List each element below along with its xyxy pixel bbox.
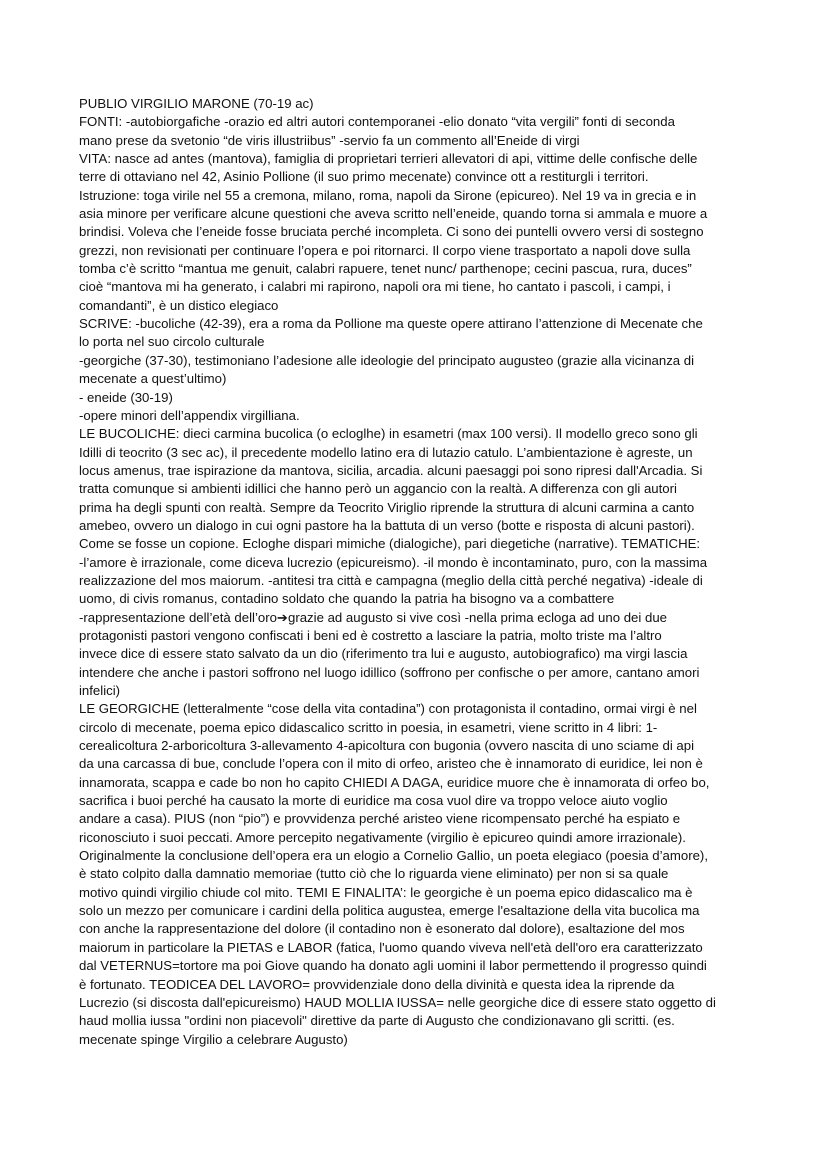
- text-line: intendere che anche i pastori soffrono nel luogo idillico (soffrono per confische o per amore, cantano amori: [79, 664, 700, 680]
- text-line: -georgiche (37-30), testimoniano l’adesione alle ideologie del principato augusteo (grazie alla vicinanza di: [79, 352, 695, 368]
- text-line: tratta comunque si ambienti idillici che hanno però un aggancio con la realtà. A differenza con gli autori: [79, 481, 677, 497]
- text-line: Istruzione: toga virile nel 55 a cremona, milano, roma, napoli da Sirone (epicureo). Nel 19 va in grecia e in: [79, 187, 697, 203]
- text-line: Come se fosse un copione. Ecloghe dispari mimiche (dialogiche), pari diegetiche (narrative). TEMATICHE:: [79, 536, 701, 552]
- title-line: PUBLIO VIRGILIO MARONE (70-19 ac): [79, 96, 314, 111]
- text-line: asia minore per verificare alcune questioni che aveva scritto nell’eneide, quando torna si ammala e muore a: [79, 206, 708, 222]
- text-line: -opere minori dell’appendix virgilliana.: [79, 407, 300, 423]
- text-line: maiorum in particolare la PIETAS e LABOR (fatica, l'uomo quando viveva nell'età dell'oro era caratterizzato: [79, 939, 703, 955]
- scrive-line: SCRIVE: -bucoliche (42-39), era a roma da Pollione ma queste opere attirano l’attenzione di Mecenate che: [79, 316, 703, 332]
- text-line: grezzi, non revisionati per continuare l’opera e poi ritornarci. Il corpo viene trasportato a napoli dove sulla: [79, 242, 691, 258]
- document-body: [79, 95, 759, 1049]
- text-line: locus amenus, trae ispirazione da mantova, sicilia, arcadia. alcuni paesaggi poi sono ripresi dall'Arcadia. Si: [79, 462, 703, 478]
- text-line: cerealicoltura 2-arboricoltura 3-allevamento 4-apicoltura con bugonia (ovvero nascita di uno sciame di api: [79, 738, 695, 754]
- text-line: motivo quindi virgilio chiude col mito. TEMI E FINALITA’: le georgiche è un poema epico didascalico ma è: [79, 884, 693, 900]
- text-line: haud mollia iussa "ordini non piacevoli" direttive da parte di Augusto che condizionavano gli scritti. (es.: [79, 1013, 675, 1029]
- text-line: realizzazione del mos maiorum. -antitesi tra città e campagna (meglio della città perché negativa) -ideale di: [79, 572, 703, 588]
- fonti-line: FONTI: -autobiorgafiche -orazio ed altri autori contemporanei -elio donato “vita vergili” fonti di seconda: [79, 114, 675, 130]
- text-line: comandanti”, è un distico elegiaco: [79, 297, 279, 313]
- text-line: uomo, di civis romanus, contadino soldato che quando la patria ha bisogno va a combattere: [79, 591, 615, 607]
- text-line: Originalmente la conclusione dell’opera era un elogio a Cornelio Gallio, un poeta elegiaco (poesia d’amore),: [79, 848, 708, 864]
- text-line: infelici): [79, 683, 121, 698]
- text-line: brindisi. Voleva che l’eneide fosse bruciata perché incompleta. Ci sono dei puntelli ovvero versi di sostegno: [79, 224, 704, 240]
- text-line: -l’amore è irrazionale, come diceva lucrezio (epicureismo). -il mondo è incontaminato, puro, con la massima: [79, 554, 708, 570]
- text-line: terre di ottaviano nel 42, Asinio Pollione (il suo primo mecenate) convince ott a restiturgli i territori.: [79, 169, 649, 185]
- text-line: è stato colpito dalla damnatio memoriae (tutto ciò che lo riguarda viene eliminato) per non si sa quale: [79, 866, 669, 882]
- text-line: invece dice di essere stato salvato da un dio (riferimento tra lui e augusto, autobiografico) ma virgi lascia: [79, 646, 688, 662]
- text-line: è fortunato. TEODICEA DEL LAVORO= provvidenziale dono della divinità e questa idea la riprende da: [79, 976, 675, 992]
- text-line: protagonisti pastori vengono confiscati i beni ed è costretto a lasciare la patria, molto triste ma l’altro: [79, 627, 662, 643]
- text-line: mecenate spinge Virgilio a celebrare Augusto): [79, 1031, 348, 1047]
- vita-line: VITA: nasce ad antes (mantova), famiglia di proprietari terrieri allevatori di api, vittime delle confische delle: [79, 151, 698, 167]
- text-line: andare a casa). PIUS (non “pio”) e provvidenza perché aristeo viene ricompensato perché ha espiato e: [79, 811, 681, 827]
- text-line: da una carcassa di bue, conclude l’opera con il mito di orfeo, aristeo che è innamorato di euridice, lei non è: [79, 756, 703, 772]
- text-line: tomba c’è scritto “mantua me genuit, calabri rapuere, tenet nunc/ parthenope; cecini pascua, rura, duces”: [79, 261, 692, 277]
- text-line: Idilli di teocrito (3 sec ac), il precedente modello latino era di lutazio catulo. L’ambientazione è agreste, un: [79, 444, 693, 460]
- text-line: lo porta nel suo circolo culturale: [79, 334, 265, 350]
- text-line: circolo di mecenate, poema epico didascalico scritto in poesia, in esametri, viene scritto in 4 libri: 1-: [79, 719, 658, 735]
- georgiche-line: LE GEORGICHE (letteralmente “cose della vita contadina”) con protagonista il contadino, ormai virgi è nel: [79, 701, 697, 717]
- text-line: con anche la rappresentazione del dolore (il contadino non è esonerato dal dolore), esaltazione del mos: [79, 921, 685, 937]
- text-line: cioè “mantova mi ha generato, i calabri mi rapirono, napoli ora mi tiene, ho cantato i pascoli, i campi, i: [79, 279, 671, 295]
- bucoliche-line: LE BUCOLICHE: dieci carmina bucolica (o ecloglhe) in esametri (max 100 versi). Il modello greco sono gli: [79, 426, 698, 442]
- text-line: mano prese da svetonio “de viris illustriibus” -servio fa un commento all’Eneide di virgi: [79, 132, 580, 148]
- text-line: -rappresentazione dell’età dell’oro➔grazie ad augusto si vive così -nella prima ecloga ad uno dei due: [79, 609, 667, 625]
- text-line: Lucrezio (si discosta dall'epicureismo) HAUD MOLLIA IUSSA= nelle georgiche dice di essere stato oggetto di: [79, 994, 716, 1010]
- text-line: prima ha degli spunti con realtà. Sempre da Teocrito Viriglio riprende la struttura di alcuni carmina a canto: [79, 499, 695, 515]
- text-line: mecenate a quest’ultimo): [79, 371, 227, 387]
- text-line: solo un mezzo per comunicare i cardini della politica augustea, emerge l'esaltazione della vita bucolica ma: [79, 903, 700, 919]
- text-line: innamorata, scappa e cade bo non ho capito CHIEDI A DAGA, euridice muore che è innamorata di orfeo bo,: [79, 774, 710, 790]
- text-line: riconosciuto i suoi peccati. Amore percepito negativamente (virgilio è epicureo quindi amore irrazionale).: [79, 829, 686, 845]
- text-line: sacrifica i buoi perché ha causato la morte di euridice ma cosa vuol dire va troppo veloce aiuto voglio: [79, 793, 668, 809]
- text-line: - eneide (30-19): [79, 389, 173, 405]
- text-line: amebeo, ovvero un dialogo in cui ogni pastore ha la battuta di un verso (botte e risposta di alcuni pastori).: [79, 517, 695, 533]
- text-line: dal VETERNUS=tortore ma poi Giove quando ha donato agli uomini il labor permettendo il progresso quindi: [79, 958, 707, 974]
